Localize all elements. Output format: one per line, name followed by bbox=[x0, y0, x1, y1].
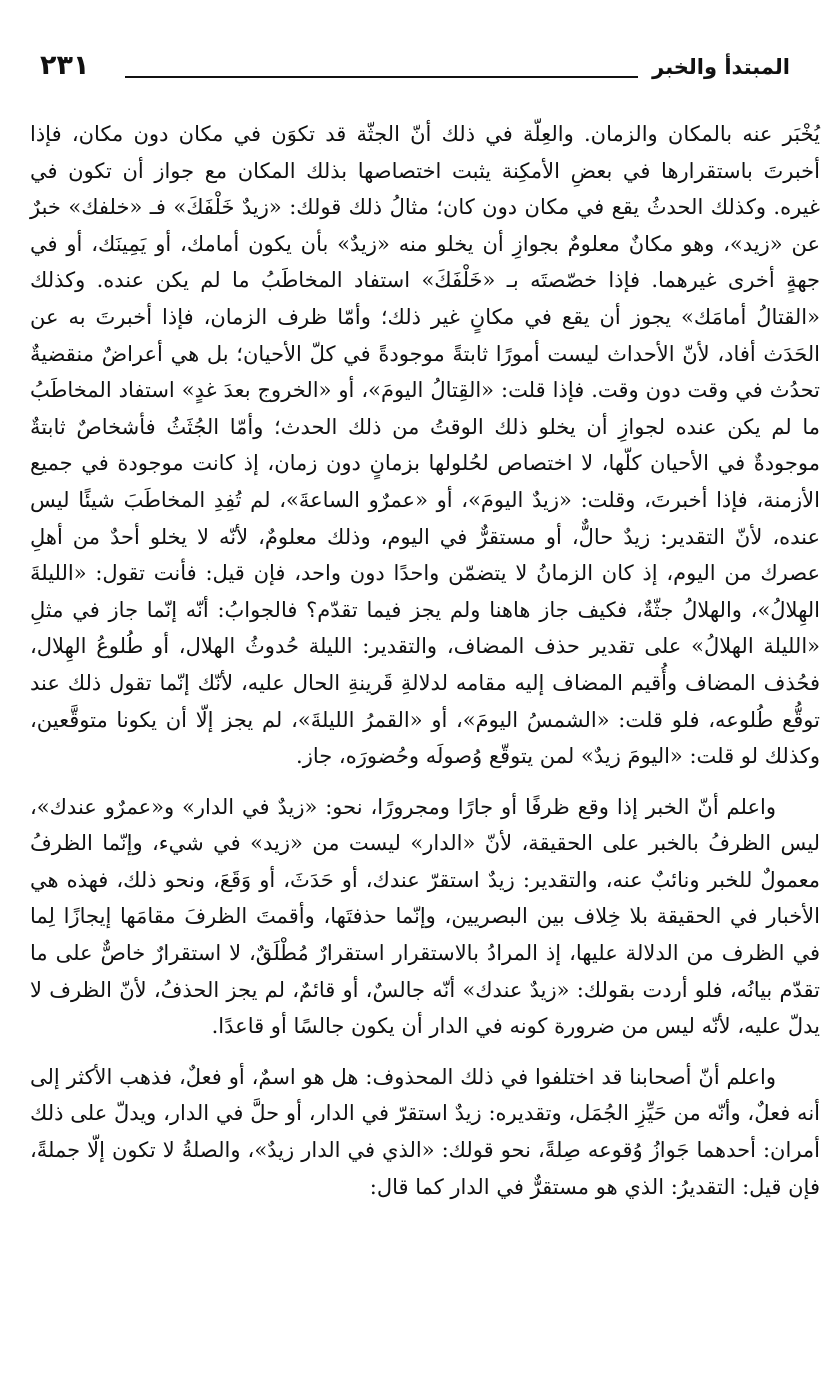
running-header bbox=[30, 50, 818, 90]
chapter-title: المبتدأ والخبر bbox=[652, 55, 790, 79]
paragraph: واعلم أنّ أصحابنا قد اختلفوا في ذلك المحذوف: هل هو اسمٌ، أو فعلٌ، فذهب الأكثر إلى أنه فعلٌ، وأنّه من حَيِّزِ الجُمَل، وتقديره: زيدٌ استقرّ في الدار، أو حلَّ في الدار، ويدلّ على ذلك أمران: أحدهما جَوازُ وُقوعه صِلةً، نحو قولك: «الذي في الدار زيدٌ»، والصلةُ لا تكون إلّا جملةً، فإن قيل: التقديرُ: الذي هو مستقرٌّ في الدار كما قال: bbox=[30, 1064, 820, 1199]
paragraph: يُخْبَر عنه بالمكان والزمان. والعِلّة في ذلك أنّ الجثّة قد تكوَن في مكان دون مكان، فإذا أخبرتَ باستقرارها في بعضِ الأمكِنة يثبت اختصاصها بذلك المكان مع جواز أن تكون في غيره. وكذلك الحدثُ يقع في مكان دون كان؛ مثالُ ذلك قولك: «زيدٌ خَلْفَكَ» فـ «خلفك» خبرٌ عن «زيد»، وهو مكانٌ معلومٌ بجوازِ أن يخلو منه «زيدٌ» بأن يكون أمامك، أو يَمِينَك، أو في جهةٍ أخرى غيرهما. فإذا خصّصتَه بـ «خَلْفَكَ» استفاد المخاطَبُ ما لم يكن عنده. وكذلك «القتالُ أمامَك» يجوز أن يقع في مكانٍ غير ذلك؛ وأمّا ظرف الزمان، فإذا أخبرتَ به عن الحَدَث أفاد، لأنّ الأحداث ليست أمورًا ثابتةً موجودةً في كلّ الأحيان؛ بل هي أعراضٌ منقضيةٌ تحدُث في وقت دون وقت. فإذا قلت: «القِتالُ اليومَ»، أو «الخروج بعدَ غدٍ» استفاد المخاطَبُ ما لم يكن عنده لجوازِ أن يخلو ذلك الوقتُ من ذلك الحدث؛ وأمّا الجُثَثُ فأشخاصٌ ثابتةٌ موجودةٌ في الأحيان كلّها، لا اختصاص لحُلولها بزمانٍ دون زمان، إذ كانت موجودة في جميع الأزمنة، فإذا أخبرتَ، وقلت: «زيدٌ اليومَ»، أو «عمرٌو الساعةَ»، لم تُفِدِ المخاطَبَ شيئًا ليس عنده، لأنّ التقدير: زيدٌ حالٌّ، أو مستقرٌّ في اليوم، وذلك معلومٌ، لأنّه لا يخلو أحدٌ من أهلِ عصرك من اليوم، إذ كان الزمانُ لا يتضمّن واحدًا دون واحد، فإن قيل: فأنت تقول: «الليلةَ الهِلالُ»، والهلالُ جثّةٌ، فكيف جاز هاهنا ولم يجز فيما تقدّم؟ فالجوابُ: أنّه إنّما جاز في مثلِ «الليلة الهلالُ» على تقدير حذف المضاف، والتقدير: الليلة حُدوثُ الهلال، أو طُلوعُ الهِلال، فحُذف المضاف وأُقيم المضاف إليه مقامه لدلالةِ قَرينةِ الحال عليه، لأنّك إنّما تقول ذلك عند توقُّع طُلوعه، فلو قلت: «الشمسُ اليومَ»، أو «القمرُ الليلةَ»، لم يجز إلّا أن يكونا متوقَّعين، وكذلك لو قلت: «اليومَ زيدٌ» لمن يتوقّع وُصولَه وحُضورَه، جاز. bbox=[30, 122, 820, 769]
header-rule bbox=[125, 76, 638, 78]
page-number: ٢٣١ bbox=[40, 50, 90, 81]
paragraph: واعلم أنّ الخبر إذا وقع ظرفًا أو جارًا ومجرورًا، نحو: «زيدٌ في الدار» و«عمرٌو عندك»، ليس الظرفُ بالخبر على الحقيقة، لأنّ «الدار» ليست من «زيد» في شيء، وإنّما الظرفُ معمولٌ للخبر ونائبٌ عنه، والتقدير: زيدٌ استقرّ عندك، أو حَدَثَ، أو وَقَعَ، ونحو ذلك، فهذه هي الأخبار في الحقيقة بلا خِلاف بين البصريين، وإنّما حذفتَها، وأقمتَ الظرفَ مقامَها إيجازًا لِما في الظرف من الدلالة عليها، إذ المرادُ بالاستقرار استقرارٌ مُطْلَقٌ، لا استقرارٌ خاصٌّ على ما تقدّم بيانُه، فلو أردت بقولك: «زيدٌ عندك» أنّه جالسٌ، أو قائمٌ، لم يجز الحذفُ، لأنّ الظرف لا يدلّ عليه، لأنّه ليس من ضرورة كونه في الدار أن يكون جالسًا أو قاعدًا. bbox=[30, 794, 820, 1039]
page-body bbox=[30, 116, 820, 1205]
